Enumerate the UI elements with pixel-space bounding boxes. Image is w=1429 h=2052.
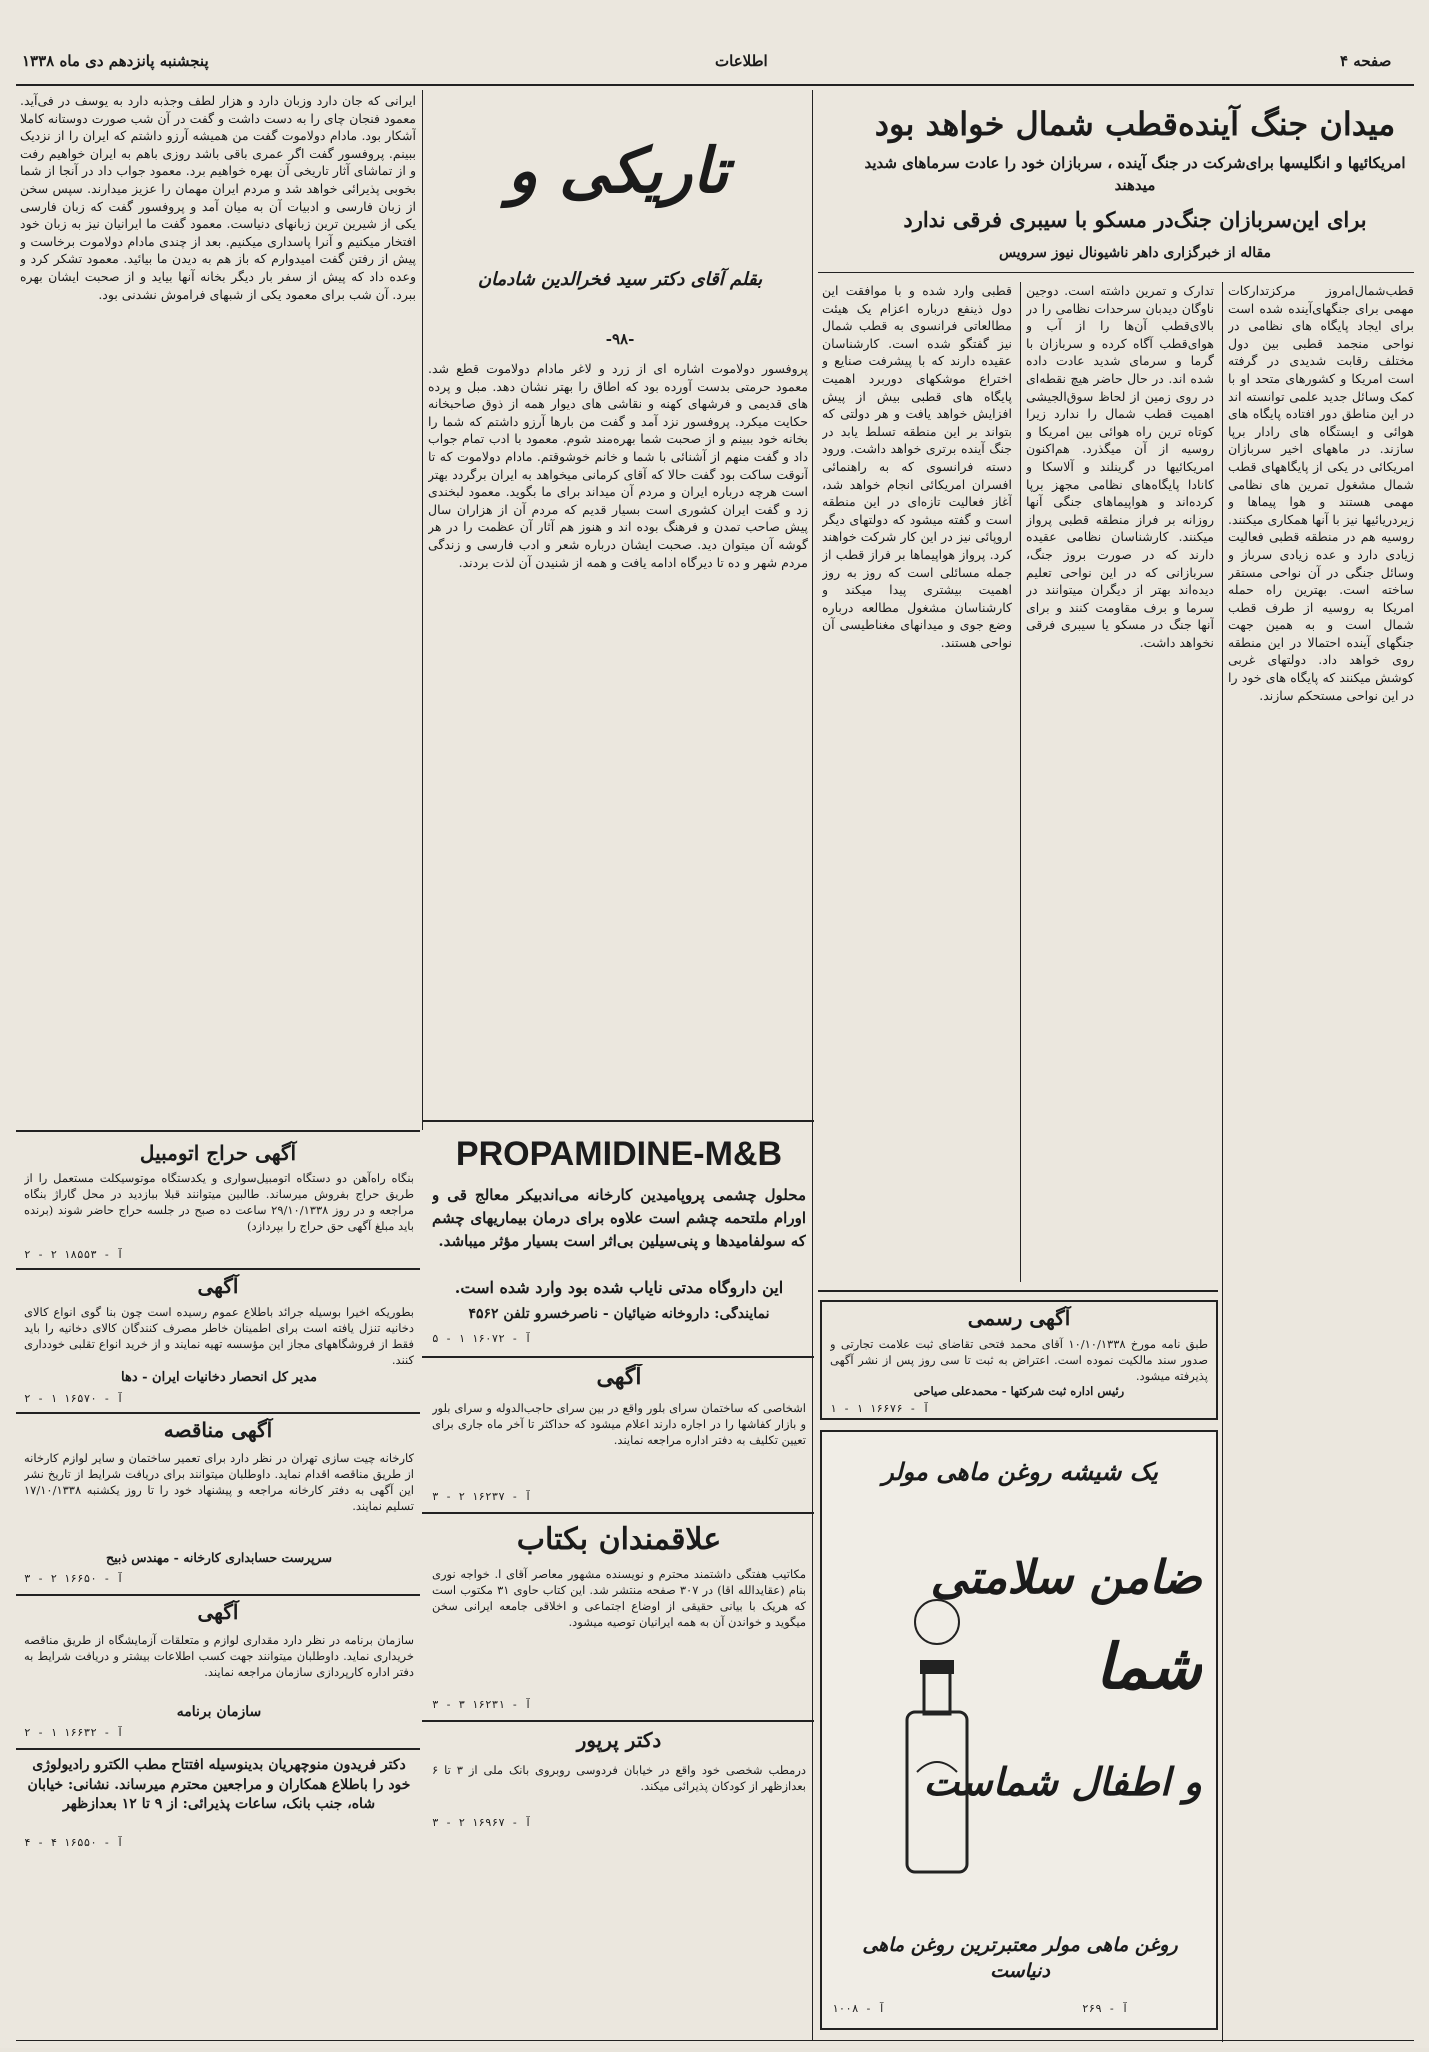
- rent-notice-ref: آ - ۱۶۲۳۷ ۲ - ۳: [432, 1490, 532, 1503]
- propamidine-title: PROPAMIDINE-M&B: [455, 1135, 783, 1173]
- doctor-ad-title: دکتر پرپور: [576, 1728, 662, 1752]
- moler-bottle-illustration: [862, 1592, 1012, 1892]
- clinic-ad-body: دکتر فریدون منوچهریان بدینوسیله افتتاح مطب الکترو رادیولوژی خود را باطلاع همکاران و مراجعین محترم میرساند. نشانی: خیابان شاه، جنب بانک، ساعات پذیرائی: از ۹ تا ۱۲ بعدازظهر: [27, 1757, 411, 1812]
- official-ad-signature: رئیس اداره ثبت شرکتها - محمدعلی صیاحی: [913, 1384, 1125, 1398]
- article-north-col1: قطب‌شمال‌امروز مرکز‌تدارکات مهمی برای جنگهای‌آینده شده است برای ایجاد پایگاه های نظامی در نواحی منجمد قطبی بین دول مختلف رقابت شدیدی در گرفته است امریکا و کشورهای متحد او با کمک وسائل جدید علمی توانسته اند در این مناطق دور افتاده پایگاه های هوائی و ایستگاه های رادار برپا سازند. در ماههای اخیر سربازان امریکائی در یکی از پایگاههای قطب شمال مشغول تمرین های نظامی مهمی هستند و هوا پیماها و زیردریائیها نیز با آنها همکاری میکنند. روسیه هم در منطقه قطبی فعالیت زیادی دارد و عده زیادی سرباز و وسائل جنگی در آن نواحی مستقر ساخته است. بهترین راه حمله امریکا به روسیه از طرف قطب شمال است و به همین جهت جنگهای آینده احتمالا در این منطقه روی خواهد داد. دولتهای غربی کوشش میکنند که پایگاه های خود را در این نواحی مستحکم سازند.: [1228, 283, 1414, 703]
- roshanai-col1: پروفسور دولاموت اشاره ای از زرد و لاغر مادام دولاموت قطع شد. معمود حرمتی بدست آورده بود که اطاق را بهتر نشان دهد. مبل و پرده های قدیمی و فرشهای کهنه و نقاشی های دیوار همه از ذوق صاحبخانه حکایت میکرد. پروفسور نزد آمد و گفت من بارها آرزو داشتم که شما را بخانه خود ببینم و از صحبت شما بهره‌مند شوم. معمود با ادب تمام جواب داد و گفت منهم از آشنائی با شما و خانم خوشوقتم. مادام دولاموت که تا آنوقت ساکت بود گفت حالا که آقای کرمانی میخواهد به ایران برگردد بهتر است هرچه درباره ایران و مردم آن میداند برای ما بگوید. معمود لبخندی زد و گفت ایران کشوری است بسیار قدیم که مردم آن از هزاران سال پیش صاحب تمدن و فرهنگ بوده اند و هنوز هم آثار آن عظمت را در هر گوشه آن میتوان دید. صحبت ایشان درباره شعر و ادب فارسی و زندگی مردم شهر و ده تا دیرگاه ادامه یافت و همه از شنیدن آن لذت بردند.: [428, 361, 808, 570]
- book-ad-ref: آ - ۱۶۲۳۱ ۳ - ۳: [432, 1698, 532, 1711]
- propamidine-ref: آ - ۱۶۰۷۲ ۱ - ۵: [432, 1332, 532, 1345]
- ad-rule: [422, 1120, 814, 1122]
- official-ad-box: [820, 1300, 1218, 1420]
- roshanai-section-number: -۹۸-: [605, 330, 635, 348]
- ad-rule: [422, 1356, 814, 1358]
- tender-ad-body: کارخانه چیت سازی تهران در نظر دارد برای تعمیر ساختمان و سایر لوازم کارخانه از طریق مناقصه اقدام نماید. داوطلبان میتوانند برای دریافت شرایط از تاریخ نشر این آگهی به دفتر کارخانه مراجعه و پیشنهاد خود را تا روز یکشنبه ۱۷/۱۰/۱۳۳۸ تسلیم نمایند.: [24, 1451, 414, 1513]
- propamidine-agent: نمایندگی: داروخانه ضیائیان - ناصرخسرو تلفن ۴۵۶۲: [468, 1306, 770, 1322]
- bottom-rule: [16, 2040, 1414, 2041]
- article-north-headline: میدان جنگ آینده‌قطب شمال خواهد بود: [874, 105, 1396, 143]
- tender-ad-ref: آ - ۱۶۶۵۰ ۲ - ۳: [24, 1572, 124, 1585]
- rent-notice-title: آگهی: [596, 1364, 642, 1390]
- ad-rule: [16, 1268, 420, 1270]
- auction-ad-ref: آ - ۱۸۵۵۳ ۲ - ۲: [24, 1248, 124, 1261]
- book-ad-title: علاقمندان بکتاب: [516, 1522, 722, 1557]
- issue-date: پنجشنبه پانزدهم دی ماه ۱۳۳۸: [22, 52, 209, 70]
- moler-ad-line4: روغن ماهی مولر معتبرترین روغن ماهی دنیاست: [862, 1934, 1178, 1982]
- col-divider: [812, 90, 813, 2040]
- propamidine-body2: این داروگاه مدتی نایاب شده بود وارد شده است.: [454, 1278, 784, 1297]
- moler-ad-title: یک شیشه روغن ماهی مولر: [882, 1457, 1158, 1486]
- roshanai-author: بقلم آقای دکتر سید فخرالدین شادمان: [477, 269, 763, 290]
- col-divider: [422, 90, 423, 1130]
- ad-rule: [16, 1594, 420, 1596]
- doctor-ad-body: درمطب شخصی خود واقع در خیابان فردوسی روبروی بانک ملی از ۳ تا ۶ بعدازظهر از کودکان پذیرائی میکند.: [432, 1763, 806, 1793]
- official-ad-ref: آ - ۱۶۶۷۶ ۱ - ۱: [830, 1402, 930, 1415]
- clinic-ad-ref: آ - ۱۶۵۵۰ ۴ - ۴: [24, 1836, 124, 1849]
- moler-ad-box: [820, 1430, 1218, 2030]
- ad-rule: [16, 1748, 420, 1750]
- moler-ad-ref: آ - ۱۰۰۸: [832, 2002, 885, 2015]
- tender-ad-signature: سرپرست حسابداری کارخانه - مهندس ذبیح: [106, 1550, 332, 1565]
- page-number: صفحه ۴: [1340, 52, 1392, 70]
- program-ad-body: سازمان برنامه در نظر دارد مقداری لوازم و متعلقات آزمایشگاه از طریق مناقصه خریداری نماید. داوطلبان میتوانند جهت کسب اطلاعات بیشتر و دریافت شرایط به دفتر اداره کارپردازی سازمان مراجعه نمایند.: [24, 1633, 414, 1679]
- propamidine-body: محلول چشمی پروپامیدین کارخانه می‌اندبیکر معالج قی و اورام ملتحمه چشم است علاوه برای درمان بیماریهای چشم که سولفامیدها و پنی‌سیلین بی‌اثر است بسیار مؤثر میباشد.: [432, 1186, 806, 1250]
- doctor-ad-ref: آ - ۱۶۹۶۷ ۲ - ۳: [432, 1816, 532, 1829]
- official-ad-body: طبق نامه مورخ ۱۰/۱۰/۱۳۳۸ آقای محمد فتحی تقاضای ثبت علامت تجارتی و صدور سند مالکیت نموده است. اعتراض به ثبت تا سی روز پس از نشر آگهی پذیرفته میشود.: [830, 1337, 1208, 1383]
- program-ad-signature: سازمان برنامه: [176, 1704, 262, 1720]
- article-north-subhead2: برای این‌سربازان جنگ‌در مسکو با سیبری فرقی ندارد: [903, 207, 1367, 232]
- tobacco-ad-ref: آ - ۱۶۵۷۰ ۱ - ۲: [24, 1392, 124, 1405]
- ad-rule: [16, 1130, 420, 1132]
- article-north-col2: تدارک و تمرین داشته است. دوجین ناوگان دیدبان سرحدات نظامی را در بالای‌قطب آن‌ها را از آب و هوای‌قطب آگاه کرده و سربازان با گرما و سرمای شدید عادت داده شده اند. در حال حاضر هیچ نقطه‌ای در روی زمین از لحاظ سوق‌الجیشی اهمیت قطب شمال را ندارد زیرا کوتاه ترین راه هوائی بین امریکا و روسیه از آن میگذرد. هم‌اکنون امریکائیها در گرینلند و آلاسکا و کانادا پایگاه‌های نظامی مجهز برپا کرده‌اند و هواپیماهای جنگی آنها روزانه بر فراز منطقه قطبی پرواز میکنند. کارشناسان نظامی عقیده دارند که در صورت بروز جنگ، سربازانی که در این نواحی تعلیم دیده‌اند بهتر از دیگران میتوانند در سرما و برف مقاومت کنند و برای آنها جنگ در مسکو یا سیبری فرقی نخواهد داشت.: [1026, 283, 1214, 650]
- col-divider: [1020, 282, 1021, 1282]
- official-ad-title: آگهی رسمی: [967, 1306, 1071, 1330]
- header-rule: [16, 84, 1414, 86]
- auction-ad-body: بنگاه راه‌آهن دو دستگاه اتومبیل‌سواری و یکدستگاه موتوسیکلت مستعمل را از طریق حراج بفروش میرساند. طالبین میتوانند قبلا ببازدید در محل گاراژ بنگاه مراجعه و در روز ۲۹/۱۰/۱۳۳۸ ساعت ده صبح در جلسه حراج حاضر شوند (برنده باید مبلغ آگهی حق حراج را بپردازد): [24, 1171, 414, 1233]
- rent-notice-body: اشخاصی که ساختمان سرای بلور واقع در بین سرای حاجب‌الدوله و سرای بلور و بازار کفاشها را در اجاره دارند اعلام میشود که حداکثر تا آخر ماه جاری برای تعیین تکلیف به دفتر اداره مراجعه نمایند.: [432, 1401, 806, 1447]
- moler-ad-line2: شما: [1095, 1630, 1202, 1703]
- moler-ad-line1: ضامن سلامتی: [930, 1550, 1202, 1604]
- article-north-source: مقاله از خبرگزاری داهر ناشیونال نیوز سرویس: [998, 245, 1272, 261]
- program-ad-ref: آ - ۱۶۶۳۲ ۱ - ۲: [24, 1726, 124, 1739]
- col-divider: [1222, 282, 1223, 2042]
- article-north-col3: قطبی وارد شده و با موافقت این دول ذینفع درباره اعزام یک هیئت مطالعاتی فرانسوی به قطب شمال نیز گفتگو شده است. کارشناسان عقیده دارند که با پیشرفت صنایع و اختراع موشکهای دوربرد اهمیت پایگاه های قطبی بیش از پیش افزایش خواهد یافت و هر دولتی که بتواند بر این منطقه تسلط یابد در جنگ آینده برتری خواهد داشت. ورود دسته فرانسوی که به راهنمائی افسران امریکائی انجام خواهد شد، آغاز فعالیت تازه‌ای در این منطقه است و گفته میشود که دولتهای دیگر اروپائی نیز در این کار شرکت خواهند کرد. پرواز هواپیماها بر فراز قطب از جمله مسائلی است که روز به روز اهمیت بیشتری پیدا میکند و کارشناسان مشغول مطالعه درباره وضع جوی و میدانهای مغناطیسی آن نواحی هستند.: [822, 283, 1012, 650]
- moler-ad-ref2: آ - ۲۶۹: [1082, 2002, 1129, 2015]
- auction-ad-title: آگهی حراج اتومبیل: [139, 1141, 297, 1165]
- tobacco-ad-title: آگهی: [197, 1274, 239, 1298]
- article-north-rule: [818, 272, 1414, 273]
- ad-rule: [422, 1512, 814, 1514]
- tender-ad-title: آگهی مناقصه: [163, 1418, 273, 1442]
- ad-rule: [16, 1412, 420, 1414]
- article-north-subhead: امریکائیها و انگلیسها برای‌شرکت در جنگ آینده ، سربازان خود را عادت سرماهای شدید میدهند: [864, 154, 1406, 194]
- roshanai-col2: ایرانی که جان دارد وزبان دارد و هزار لطف وجذبه دارد به یوسف در فی‌آید. معمود فنجان چای را به دست داشت و گفت در آن شب صورت دوستانه کاملا آشکار بود. مادام دولاموت گفت من همیشه آرزو داشتم که ایران را از نزدیک ببینم. پروفسور گفت اگر عمری باقی باشد روزی باهم به ایران خواهیم رفت و از تماشای آثار تاریخی آن بهره خواهیم برد. معمود جواب داد در آنجا از شما بخوبی پذیرائی خواهد شد و مردم ایران مهمان را عزیز میدارند. سپس سخن از زبان فارسی و ادبیات آن به میان آمد و پروفسور گفت که زبان فارسی یکی از شیرین ترین زبانهای دنیاست. معمود گفت ما ایرانیان نیز به زبان خود افتخار میکنیم و آنرا پاسداری میکنیم. بعد از چندی مادام دولاموت برخاست و پیش از رفتن گفت امیدوارم که باز هم به دیدن ما بیائید. معمود تشکر کرد و وعده داد که پیش از سفر بار دیگر بخانه آنها بیاید و از صحبت ایشان بهره ببرد. آن شب برای معمود یکی از شبهای فراموش نشدنی بود.: [20, 93, 416, 302]
- moler-ad-line3: و اطفال شماست: [923, 1759, 1202, 1804]
- ad-rule: [422, 1720, 814, 1722]
- tobacco-ad-signature: مدیر کل انحصار دخانیات ایران - دها: [121, 1370, 317, 1385]
- program-ad-title: آگهی: [197, 1600, 239, 1624]
- tobacco-ad-body: بطوریکه اخیرا بوسیله جرائد باطلاع عموم رسیده است چون بنا گوی انواع کالای دخانیه تنزل یافته است برای اطمینان خاطر مصرف کنندگان کالای دخانیه را باید فقط از فروشگاههای مجاز این مؤسسه تهیه نمایند و از خرید انواع تقلبی خودداری کنند.: [24, 1305, 414, 1367]
- paper-name: اطلاعات: [715, 52, 768, 70]
- ad-rule: [818, 1290, 1218, 1292]
- roshanai-title: تاریکی و: [507, 134, 729, 207]
- book-ad-body: مکاتیب هفتگی داشتمند محترم و نویسنده مشهور معاصر آقای ا. خواجه نوری بنام (عقایدالله اقا) در ۳۰۷ صفحه منتشر شد. این کتاب حاوی ۳۱ مکتوب است که هریک با بیانی حقیقی از اوضاع اجتماعی و اخلاقی جامعه ایرانی سخن میگوید و خواندن آن به همه ایرانیان توصیه میشود.: [432, 1567, 806, 1629]
